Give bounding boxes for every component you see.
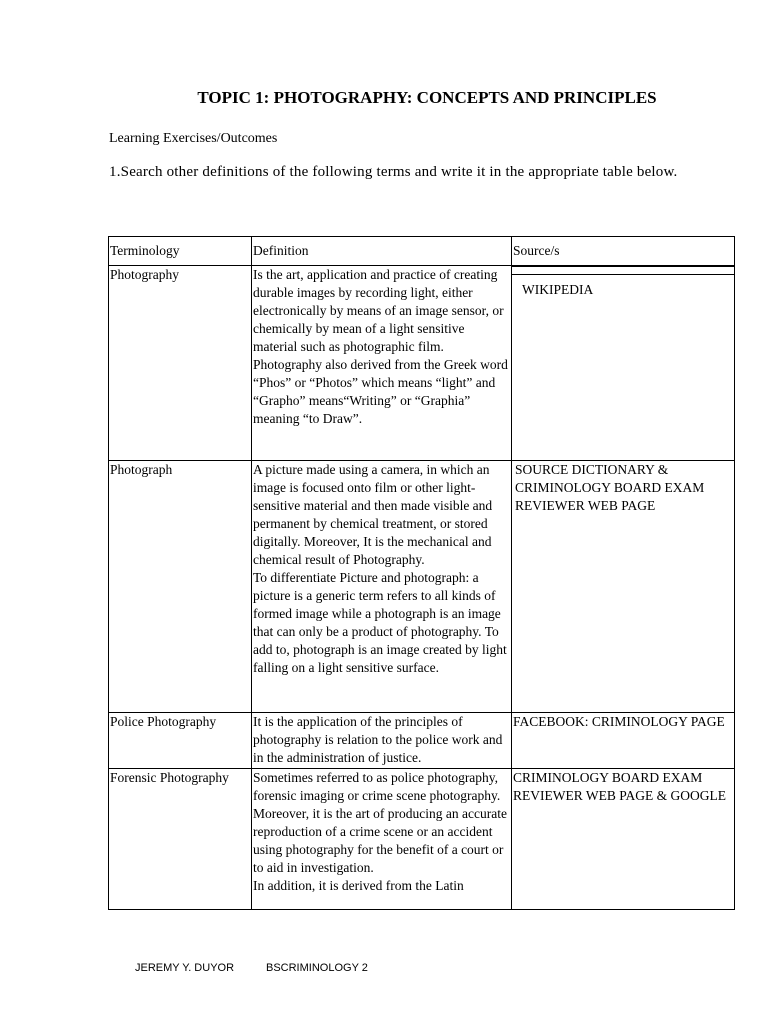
definition-cell bbox=[252, 713, 512, 769]
definition-paragraph: Is the art, application and practice of creating durable images by recording light, either electronically by means of an image sensor, or chemically by mean of a light sensitive material such as photographic film. bbox=[253, 267, 504, 354]
source-cell bbox=[512, 266, 735, 461]
table-row bbox=[109, 266, 735, 461]
definition-cell bbox=[252, 769, 512, 910]
definition-paragraph: To differentiate Picture and photograph: a picture is a generic term refers to all kinds of formed image while a photograph is an image that can only be a product of photography. To add to, photograph is an image created by light falling on a light sensitive surface. bbox=[253, 570, 507, 675]
table-row bbox=[109, 769, 735, 910]
section-subtitle: Learning Exercises/Outcomes bbox=[109, 131, 278, 146]
definition-cell bbox=[252, 266, 512, 461]
term-cell: Photography bbox=[109, 266, 252, 461]
definition-paragraph: Photography also derived from the Greek word “Phos” or “Photos” which means “light” and “Grapho” means“Writing” or “Graphia” meaning “to Draw”. bbox=[253, 357, 508, 426]
definition-cell bbox=[252, 461, 512, 713]
definition-paragraph: Sometimes referred to as police photography, forensic imaging or crime scene photography. Moreover, it is the art of producing an accurate reproduction of a crime scene or an accident using photography for the benefit of a court or to aid in investigation. bbox=[253, 770, 507, 875]
source-divider bbox=[512, 266, 735, 275]
definition-paragraph: In addition, it is derived from the Latin bbox=[253, 878, 464, 893]
instruction-text: 1.Search other definitions of the following terms and write it in the appropriate table below. bbox=[109, 164, 678, 180]
header-terminology: Terminology bbox=[109, 237, 252, 266]
source-text: WIKIPEDIA bbox=[522, 282, 594, 297]
definition-paragraph: It is the application of the principles of photography is relation to the police work and in the administration of justice. bbox=[253, 714, 503, 765]
term-cell: Police Photography bbox=[109, 713, 252, 769]
source-cell: FACEBOOK: CRIMINOLOGY PAGE bbox=[512, 713, 735, 769]
term-cell: Forensic Photography bbox=[109, 769, 252, 910]
table-row bbox=[109, 713, 735, 769]
table-row bbox=[109, 461, 735, 713]
source-cell: CRIMINOLOGY BOARD EXAM REVIEWER WEB PAGE & GOOGLE bbox=[512, 769, 735, 910]
table-header-row bbox=[109, 237, 735, 266]
term-cell: Photograph bbox=[109, 461, 252, 713]
header-definition: Definition bbox=[252, 237, 512, 266]
footer-author-name: JEREMY Y. DUYOR bbox=[135, 962, 235, 974]
definition-paragraph: A picture made using a camera, in which an image is focused onto film or other light-sensitive material and then made visible and permanent by chemical treatment, or stored digitally. Moreover, It is the mechanical and chemical result of Photography. bbox=[253, 462, 493, 567]
source-cell: SOURCE DICTIONARY & CRIMINOLOGY BOARD EXAM REVIEWER WEB PAGE bbox=[512, 461, 735, 713]
footer-course: BSCRIMINOLOGY 2 bbox=[266, 962, 368, 974]
header-sources: Source/s bbox=[512, 237, 735, 266]
page-title: TOPIC 1: PHOTOGRAPHY: CONCEPTS AND PRINCIPLES bbox=[197, 88, 657, 107]
terminology-table bbox=[108, 236, 735, 910]
